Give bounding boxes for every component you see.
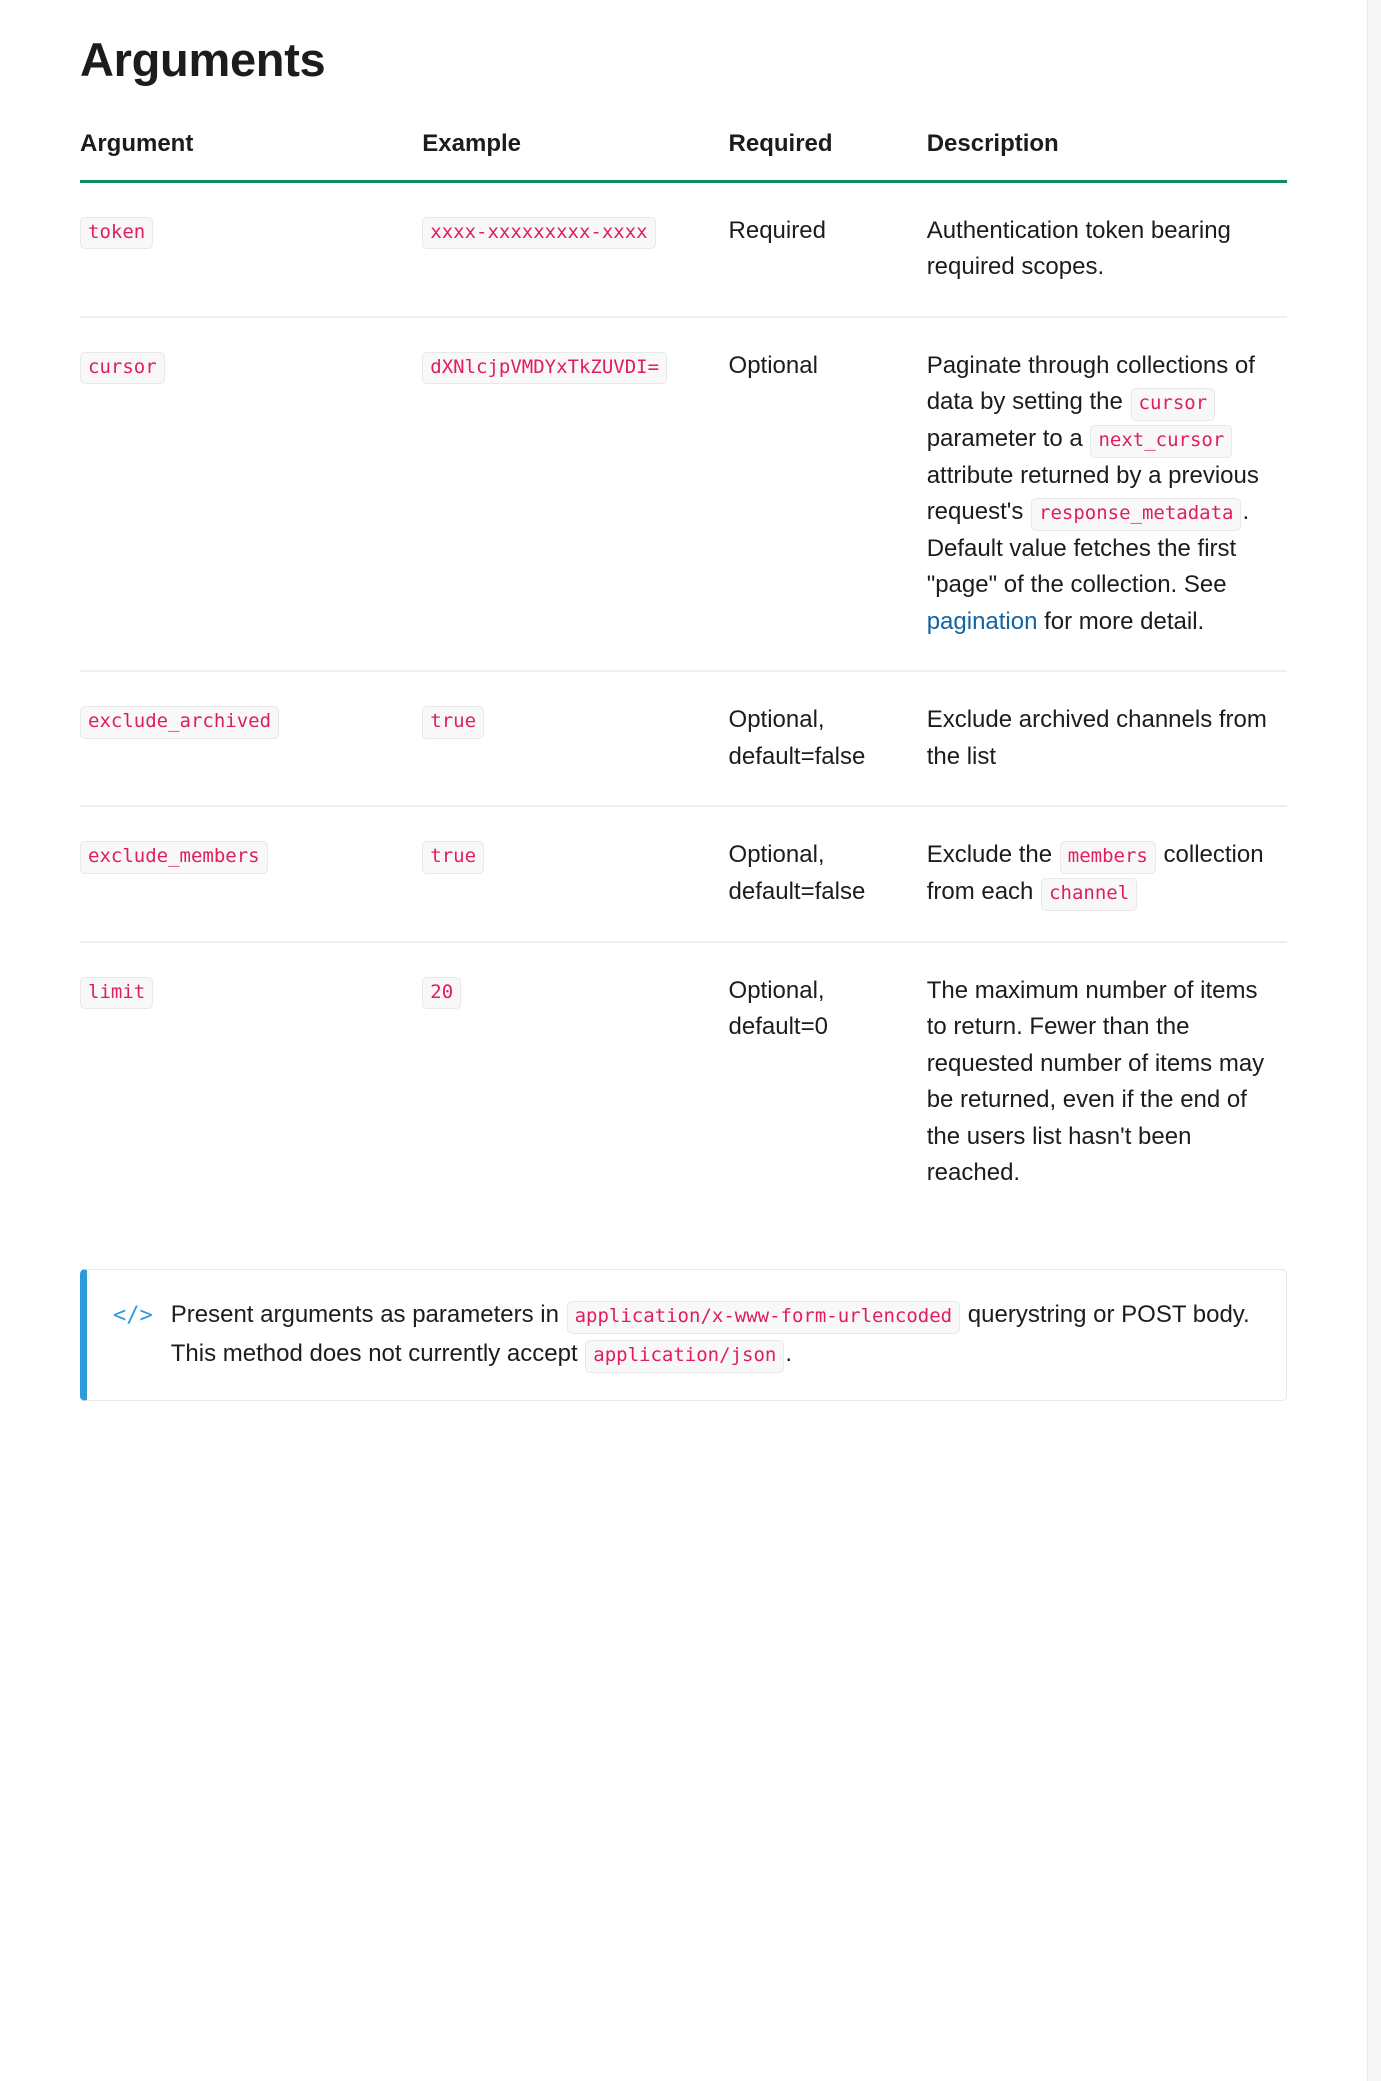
cell-example (422, 806, 728, 942)
column-header-description: Description (927, 130, 1287, 182)
cell-description: Exclude the members collection from each channel (927, 806, 1287, 942)
cell-example (422, 181, 728, 316)
cell-argument (80, 671, 422, 806)
inline-code-token: channel (1041, 878, 1137, 911)
cell-required (729, 317, 927, 672)
argument-name-token: cursor (80, 352, 165, 385)
required-value: Required (728, 216, 826, 244)
example-value-token: true (422, 706, 484, 739)
table-header (80, 130, 1287, 182)
cell-argument (80, 181, 422, 316)
arguments-table (80, 130, 1287, 1222)
cell-argument (80, 806, 422, 942)
cell-example (422, 317, 728, 672)
cell-description: Authentication token bearing required scopes. (927, 181, 1287, 316)
argument-name-token: token (80, 217, 153, 250)
table-row (80, 671, 1287, 806)
inline-code-token: application/json (585, 1340, 784, 1373)
cell-description: The maximum number of items to return. Fewer than the requested number of items may be returned, even if the end of the users list hasn't been reached. (926, 976, 1265, 1186)
cell-description: Exclude archived channels from the list (927, 671, 1287, 806)
argument-name-token: limit (80, 977, 153, 1010)
bottom-spacer (80, 1401, 1287, 1471)
table-header-row (80, 130, 1287, 182)
required-value: Optional, default=0 (728, 976, 828, 1041)
column-header-required: Required (729, 130, 927, 182)
inline-code-token: response_metadata (1031, 498, 1241, 531)
table-row (80, 181, 1287, 316)
page-title: Arguments (80, 33, 326, 86)
required-value: Optional, default=false (728, 841, 866, 905)
table-row (80, 317, 1287, 672)
column-header-argument: Argument (80, 130, 422, 182)
table-row (80, 806, 1287, 942)
cell-example (422, 671, 728, 806)
inline-code-token: cursor (1131, 388, 1216, 421)
argument-name-token: exclude_archived (80, 706, 279, 739)
code-tag-icon: </> (113, 1303, 153, 1329)
inline-code-token: application/x-www-form-urlencoded (567, 1301, 961, 1334)
column-header-example: Example (422, 130, 728, 182)
cell-required (729, 942, 927, 1222)
cell-required (729, 181, 927, 316)
cell-argument (80, 942, 422, 1222)
argument-name-token: exclude_members (80, 841, 268, 874)
inline-code-token: members (1060, 841, 1156, 874)
required-value: Optional (728, 351, 818, 379)
inline-code-token: next_cursor (1090, 425, 1232, 458)
cell-argument (80, 317, 422, 672)
cell-required (729, 671, 927, 806)
required-value: Optional, default=false (728, 706, 866, 770)
cell-required (729, 806, 927, 942)
example-value-token: dXNlcjpVMDYxTkZUVDI= (422, 352, 667, 385)
cell-example (422, 942, 728, 1222)
page-gutter-rail (1367, 0, 1381, 2081)
cell-description: Paginate through collections of data by setting the cursor parameter to a next_cursor attribute returned by a previous request's response_metadata . Default value fetches the first "page" of the collection. See pagination for more detail. (927, 317, 1287, 672)
callout-note (80, 1269, 1287, 1401)
table-body (80, 181, 1287, 1221)
example-value-token: xxxx-xxxxxxxxx-xxxx (422, 217, 655, 250)
table-row (80, 942, 1287, 1222)
callout-text: Present arguments as parameters in application/x-www-form-urlencoded querystring or POST body. This method does not currently accept application/json . (171, 1296, 1256, 1374)
example-value-token: 20 (422, 977, 461, 1010)
doc-link-pagination[interactable]: pagination (926, 607, 1038, 635)
example-value-token: true (422, 841, 484, 874)
